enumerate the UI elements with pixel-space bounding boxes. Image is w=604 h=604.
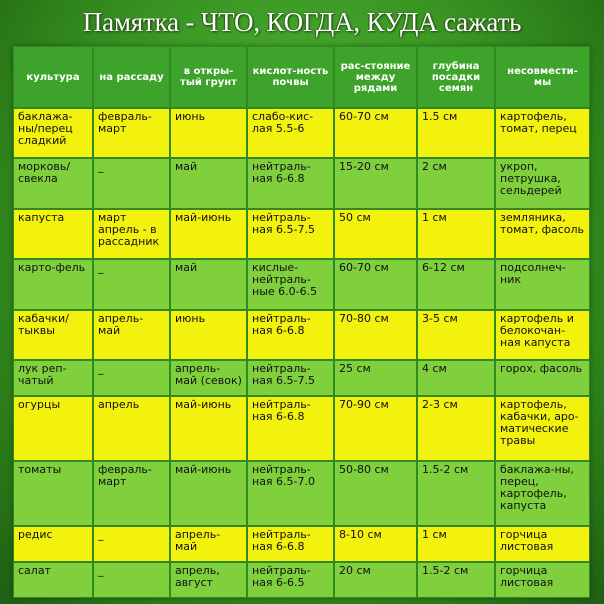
table-cell-seed-depth: 4 см (417, 360, 495, 396)
table-cell-acidity: нейтраль-ная 6-6.8 (247, 310, 334, 360)
table-cell-seed-depth: 2-3 см (417, 396, 495, 461)
table-cell-row-spacing: 70-80 см (334, 310, 417, 360)
table-cell-culture: баклажа-ны/перец сладкий (13, 108, 93, 158)
planting-table (13, 46, 590, 598)
table-cell-incompatible: картофель и белокочан-ная капуста (495, 310, 590, 360)
table-cell-seed-depth: 3-5 см (417, 310, 495, 360)
table-row (13, 461, 590, 526)
table-cell-seed-depth: 1.5 см (417, 108, 495, 158)
table-row (13, 108, 590, 158)
table-cell-acidity: нейтраль-ная 6-6.8 (247, 158, 334, 208)
table-cell-acidity: слабо-кис-лая 5.5-6 (247, 108, 334, 158)
table-cell-incompatible: горчица листовая (495, 526, 590, 562)
column-header-row-spacing: рас-стояние между рядами (334, 46, 417, 108)
table-cell-culture: капуста (13, 209, 93, 259)
column-header-acidity: кислот-ность почвы (247, 46, 334, 108)
table-cell-incompatible: укроп, петрушка, сельдерей (495, 158, 590, 208)
table-cell-seedling: _ (93, 259, 170, 309)
table-cell-open-ground: апрель, август (170, 562, 247, 598)
table-row (13, 259, 590, 309)
table-cell-open-ground: май (170, 158, 247, 208)
table-cell-row-spacing: 20 см (334, 562, 417, 598)
table-row (13, 360, 590, 396)
table-cell-acidity: нейтраль-ная 6-6.8 (247, 396, 334, 461)
table-cell-seedling: апрель (93, 396, 170, 461)
table-cell-row-spacing: 8-10 см (334, 526, 417, 562)
table-cell-incompatible: горох, фасоль (495, 360, 590, 396)
table-cell-seedling: _ (93, 562, 170, 598)
table-cell-open-ground: апрель-май (севок) (170, 360, 247, 396)
table-cell-culture: салат (13, 562, 93, 598)
table-cell-row-spacing: 60-70 см (334, 108, 417, 158)
table-cell-culture: морковь/ свекла (13, 158, 93, 208)
page-title: Памятка - ЧТО, КОГДА, КУДА сажать (82, 7, 522, 37)
table-cell-acidity: нейтраль-ная 6-6.8 (247, 526, 334, 562)
table-row (13, 526, 590, 562)
table-cell-incompatible: баклажа-ны, перец, картофель, капуста (495, 461, 590, 526)
table-cell-seedling: _ (93, 360, 170, 396)
table-row (13, 209, 590, 259)
column-header-incompatible: несовмести-мы (495, 46, 590, 108)
table-cell-open-ground: апрель-май (170, 526, 247, 562)
table-row (13, 562, 590, 598)
table-cell-seed-depth: 6-12 см (417, 259, 495, 309)
table-header-row (13, 46, 590, 108)
table-cell-culture: томаты (13, 461, 93, 526)
table-cell-incompatible: картофель, томат, перец (495, 108, 590, 158)
table-cell-acidity: нейтраль-ная 6-6.5 (247, 562, 334, 598)
table-cell-seed-depth: 1 см (417, 209, 495, 259)
table-cell-incompatible: горчица листовая (495, 562, 590, 598)
column-header-open-ground: в откры-тый грунт (170, 46, 247, 108)
table-cell-acidity: нейтраль-ная 6.5-7.5 (247, 360, 334, 396)
table-cell-row-spacing: 70-90 см (334, 396, 417, 461)
table-cell-acidity: нейтраль-ная 6.5-7.0 (247, 461, 334, 526)
table-cell-culture: кабачки/ тыквы (13, 310, 93, 360)
table-cell-row-spacing: 15-20 см (334, 158, 417, 208)
table-cell-open-ground: май-июнь (170, 461, 247, 526)
table-cell-culture: огурцы (13, 396, 93, 461)
table-cell-seed-depth: 1.5-2 см (417, 461, 495, 526)
table-body (13, 108, 590, 598)
table-cell-culture: карто-фель (13, 259, 93, 309)
table-cell-incompatible: картофель, кабачки, аро-матические травы (495, 396, 590, 461)
table-row (13, 158, 590, 208)
table-cell-seed-depth: 2 см (417, 158, 495, 208)
table-cell-incompatible: земляника, томат, фасоль (495, 209, 590, 259)
table-cell-culture: лук реп-чатый (13, 360, 93, 396)
table-cell-culture: редис (13, 526, 93, 562)
table-cell-open-ground: май-июнь (170, 209, 247, 259)
table-cell-open-ground: май-июнь (170, 396, 247, 461)
column-header-seed-depth: глубина посадки семян (417, 46, 495, 108)
column-header-seedling: на рассаду (93, 46, 170, 108)
table-cell-incompatible: подсолнеч-ник (495, 259, 590, 309)
table-cell-seedling: февраль-март (93, 461, 170, 526)
table-cell-row-spacing: 50-80 см (334, 461, 417, 526)
table-cell-seed-depth: 1.5-2 см (417, 562, 495, 598)
table-cell-seedling: февраль-март (93, 108, 170, 158)
table-cell-seedling: _ (93, 526, 170, 562)
table-cell-acidity: кислые-нейтраль-ные 6.0-6.5 (247, 259, 334, 309)
table-cell-open-ground: июнь (170, 108, 247, 158)
table-cell-acidity: нейтраль-ная 6.5-7.5 (247, 209, 334, 259)
table-cell-seedling: апрель-май (93, 310, 170, 360)
table-cell-open-ground: май (170, 259, 247, 309)
table-cell-seedling: март апрель - в рассадник (93, 209, 170, 259)
table-cell-open-ground: июнь (170, 310, 247, 360)
planting-table-container (13, 46, 590, 598)
table-cell-row-spacing: 60-70 см (334, 259, 417, 309)
table-cell-row-spacing: 50 см (334, 209, 417, 259)
table-cell-seed-depth: 1 см (417, 526, 495, 562)
column-header-culture: культура (13, 46, 93, 108)
table-cell-seedling: _ (93, 158, 170, 208)
table-row (13, 310, 590, 360)
table-row (13, 396, 590, 461)
table-cell-row-spacing: 25 см (334, 360, 417, 396)
